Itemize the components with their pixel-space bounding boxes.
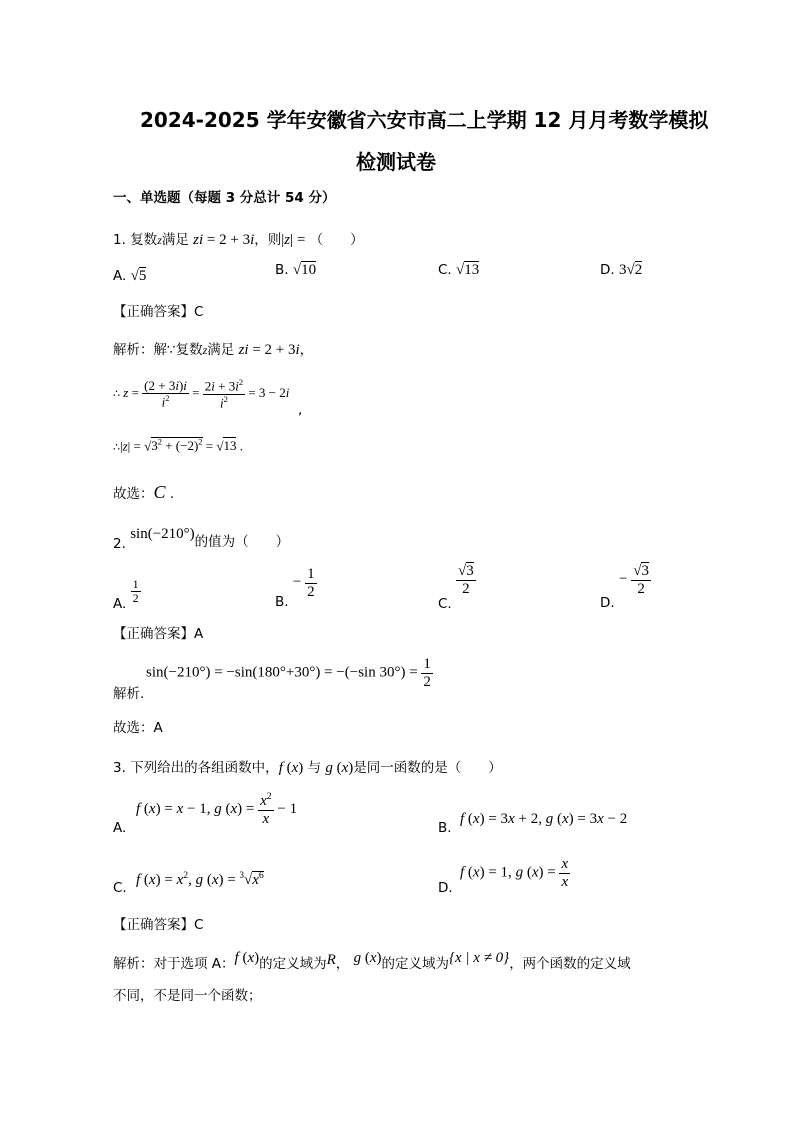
sin-expr: sin(−210°) <box>130 526 195 542</box>
question-1-stem <box>113 228 364 249</box>
option-label: A. <box>113 595 127 612</box>
option-value: − $\frac{√3}{2}$ <box>618 563 649 597</box>
f-x: f (x) <box>278 760 304 776</box>
text: 的定义域为 <box>381 956 450 972</box>
conclusion-value: C <box>153 482 166 502</box>
q3-analysis-line2: 不同，不是同一个函数； <box>113 988 262 1004</box>
option-value: $\frac{1}{2}$ <box>132 577 139 606</box>
q3-analysis-line1 <box>113 952 631 973</box>
text: 解析：解 <box>113 342 167 358</box>
q1-option-a[interactable] <box>113 268 146 285</box>
text: 下列给出的各组函数中， <box>130 760 279 776</box>
q1-option-c[interactable] <box>438 262 479 279</box>
q1-option-d[interactable] <box>600 262 642 279</box>
text: 与 <box>307 760 322 776</box>
q3-option-d-label[interactable]: D. <box>438 880 453 896</box>
q3-option-c-label[interactable]: C. <box>113 880 127 896</box>
q1-step3-formula: ∴|z| = $√3^2 + (-2)^2 = √13$ . <box>113 437 243 454</box>
answer-value: C <box>194 304 204 320</box>
option-value: − $\frac{1}{2}$ <box>292 566 315 600</box>
q2-analysis-label: 解析. <box>113 686 145 702</box>
text: 的定义域为 <box>259 956 327 972</box>
answer-prefix: 【正确答案】 <box>113 917 194 933</box>
answer-value: C <box>194 917 204 933</box>
answer-value: A <box>194 626 204 642</box>
comma: , <box>298 402 303 418</box>
g-x: g (x) <box>353 950 382 966</box>
q3-option-b[interactable]: f (x) = 3x + 2, g (x) = 3x − 2 <box>460 811 628 827</box>
text: ，两个函数的定义域 <box>509 956 631 972</box>
question-number: 1. <box>113 232 126 248</box>
answer-prefix: 【正确答案】 <box>113 626 194 642</box>
text: 满足 <box>161 232 189 248</box>
q3-option-a-label[interactable]: A. <box>113 820 127 836</box>
q1-conclusion: 故选：C . <box>113 482 175 502</box>
page-title: 2024-2025 学年安徽省六安市高二上学期 12 月月考数学模拟 <box>140 108 709 132</box>
option-value: 3√2 <box>618 262 643 278</box>
text: （ ） <box>309 232 364 248</box>
page-title-line2: 检测试卷 <box>356 150 436 174</box>
q1-answer <box>113 300 203 320</box>
q1-option-b[interactable] <box>275 262 316 279</box>
text: 复数 <box>130 232 158 248</box>
section-heading: 一、单选题（每题 3 分总计 54 分） <box>113 190 336 206</box>
fraction: $\frac{2i + 3i^2}{i^2}$ <box>204 377 244 410</box>
q1-step2-formula: ∴ z = $\frac{(2 + 3i)i}{i^2}$ = $\frac{2i + 3i^2}{i^2}$ = 3 − 2i <box>113 377 290 410</box>
domain-set: {x | x ≠ 0} <box>449 950 510 966</box>
abs-z-formula: |z| = <box>281 232 306 248</box>
text: 满足 <box>207 342 235 358</box>
q3-option-a[interactable]: f (x) = x − 1, g (x) = $\frac{x^2}{x}$ − 1 <box>136 791 298 827</box>
question-2-stem <box>113 522 290 552</box>
q3-option-d[interactable]: f (x) = 1, g (x) = $\frac{x}{x}$ <box>460 856 569 890</box>
var-z: z <box>202 343 208 357</box>
option-value: √5 <box>130 268 147 284</box>
q2-analysis-formula: sin(−210°) = −sin(180°+30°) = −(−sin 30°) = $\frac{1}{2}$ <box>146 656 431 690</box>
option-label: D. <box>600 595 615 612</box>
question-number: 2. <box>113 536 126 552</box>
answer-prefix: 【正确答案】 <box>113 304 194 320</box>
domain-R: R <box>326 952 336 968</box>
f-x: f (x) <box>234 950 260 966</box>
option-label: B. <box>275 594 289 611</box>
text: 故选： <box>113 486 154 502</box>
q2-option-b[interactable] <box>275 566 317 611</box>
option-value: √13 <box>456 262 480 278</box>
q2-option-a[interactable] <box>113 577 141 612</box>
condition-formula: zi = 2 + 3i <box>193 232 255 248</box>
option-label: C. <box>438 596 452 612</box>
q2-option-c[interactable] <box>438 563 476 612</box>
text: 的值为（ ） <box>194 534 290 550</box>
question-3-stem <box>113 756 502 777</box>
condition-formula: zi = 2 + 3i <box>238 342 300 358</box>
because-symbol: ∵ <box>167 342 176 358</box>
option-label: A. <box>113 268 127 284</box>
text: ， <box>335 956 350 972</box>
q3-option-b-label[interactable]: B. <box>438 820 452 836</box>
q2-conclusion: 故选：A <box>113 720 163 736</box>
q3-option-c[interactable]: f $(x) = x^2$, g $(x) = ^3√x^6$ <box>136 870 264 888</box>
g-x: g (x) <box>325 760 354 776</box>
question-number: 3. <box>113 760 126 776</box>
option-value: $\frac{√3}{2}$ <box>458 563 474 597</box>
q3-answer <box>113 913 203 933</box>
text: 是同一函数的是（ ） <box>353 760 502 776</box>
q1-analysis-line1: 解析：解∵复数z满足 zi = 2 + 3i， <box>113 342 314 358</box>
text: ，则 <box>254 232 282 248</box>
text: 解析：对于选项 A： <box>113 956 235 972</box>
var-z: z <box>157 233 162 247</box>
option-value: √10 <box>292 262 317 278</box>
option-label: B. <box>275 262 289 278</box>
fraction: $\frac{(2 + 3i)i}{i^2}$ <box>144 377 187 410</box>
option-label: C. <box>438 262 452 278</box>
text: 复数 <box>175 342 203 358</box>
option-label: D. <box>600 262 615 278</box>
q2-answer <box>113 622 203 642</box>
q2-option-d[interactable] <box>600 563 651 612</box>
